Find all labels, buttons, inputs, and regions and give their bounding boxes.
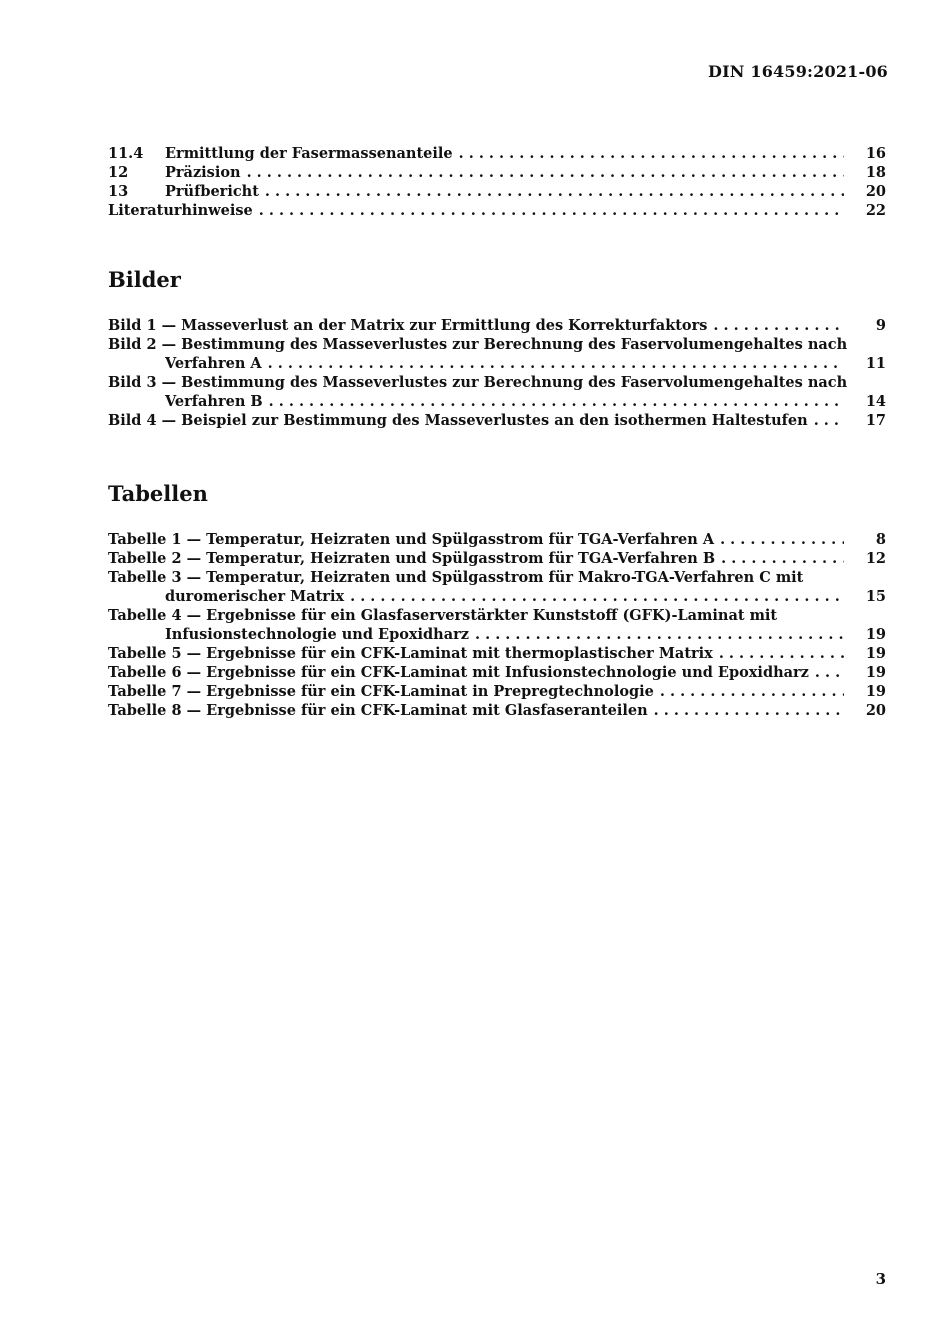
dot-leader	[269, 392, 844, 411]
table-entry-page: 15	[865, 588, 886, 605]
dot-leader	[721, 549, 844, 568]
table-entry[interactable]	[108, 530, 886, 549]
figure-entry-title-cont: Verfahren A	[165, 355, 262, 372]
table-entry[interactable]	[108, 587, 886, 606]
figure-entry-page: 11	[865, 355, 886, 372]
section-heading-tabellen: Tabellen	[108, 481, 208, 506]
figure-entry-page: 9	[875, 317, 886, 334]
toc-entry-page: 16	[865, 145, 886, 162]
table-entry-title[interactable]: Tabelle 4 — Ergebnisse für ein Glasfaserverstärkter Kunststoff (GFK)-Laminat mit	[108, 607, 778, 624]
table-entry-title: Tabelle 6 — Ergebnisse für ein CFK-Laminat mit Infusionstechnologie und Epoxidharz	[108, 664, 809, 681]
page-number: 3	[875, 1270, 886, 1288]
table-entry[interactable]	[108, 644, 886, 663]
section-heading-bilder: Bilder	[108, 267, 181, 292]
dot-leader	[719, 644, 844, 663]
table-entry[interactable]	[108, 625, 886, 644]
dot-leader	[350, 587, 844, 606]
table-entry-page: 12	[865, 550, 886, 567]
toc-entry-page: 22	[865, 202, 886, 219]
table-entry-page: 19	[865, 683, 886, 700]
list-of-figures	[108, 316, 886, 430]
toc-entry-title: Präzision	[165, 164, 241, 181]
dot-leader	[660, 682, 844, 701]
toc-entry-title: Ermittlung der Fasermassenanteile	[165, 145, 453, 162]
dot-leader	[815, 663, 844, 682]
dot-leader	[814, 411, 844, 430]
figure-entry-title-cont: Verfahren B	[165, 393, 263, 410]
toc-entry-number: 12	[108, 164, 129, 181]
dot-leader	[720, 530, 844, 549]
toc-main	[108, 144, 886, 220]
table-entry-page: 20	[865, 702, 886, 719]
table-entry[interactable]	[108, 701, 886, 720]
table-entry[interactable]	[108, 549, 886, 568]
table-entry-title-cont: Infusionstechnologie und Epoxidharz	[165, 626, 469, 643]
dot-leader	[475, 625, 844, 644]
toc-entry-page: 18	[865, 164, 886, 181]
dot-leader	[459, 144, 844, 163]
list-of-tables	[108, 530, 886, 720]
table-entry-page: 19	[865, 645, 886, 662]
dot-leader	[654, 701, 844, 720]
toc-entry-number: 13	[108, 183, 129, 200]
figure-entry-page: 14	[865, 393, 886, 410]
dot-leader	[265, 182, 844, 201]
figure-entry-title: Bild 1 — Masseverlust an der Matrix zur Ermittlung des Korrekturfaktors	[108, 317, 708, 334]
figure-entry-page: 17	[865, 412, 886, 429]
table-entry-page: 8	[875, 531, 886, 548]
figure-entry[interactable]	[108, 316, 886, 335]
table-entry-title: Tabelle 5 — Ergebnisse für ein CFK-Laminat mit thermoplastischer Matrix	[108, 645, 713, 662]
dot-leader	[247, 163, 844, 182]
document-id: DIN 16459:2021-06	[708, 62, 888, 81]
table-entry-page: 19	[865, 664, 886, 681]
figure-entry-title: Bild 4 — Beispiel zur Bestimmung des Masseverlustes an den isothermen Haltestufen	[108, 412, 808, 429]
toc-entry[interactable]	[108, 163, 886, 182]
table-entry[interactable]	[108, 682, 886, 701]
figure-entry[interactable]	[108, 354, 886, 373]
toc-entry-title: Literaturhinweise	[108, 202, 253, 219]
table-entry[interactable]	[108, 663, 886, 682]
table-entry-title: Tabelle 1 — Temperatur, Heizraten und Spülgasstrom für TGA-Verfahren A	[108, 531, 715, 548]
toc-entry-number: 11.4	[108, 145, 144, 162]
figure-entry-title[interactable]: Bild 3 — Bestimmung des Masseverlustes zur Berechnung des Faservolumengehaltes nach	[108, 374, 848, 391]
toc-entry[interactable]	[108, 201, 886, 220]
figure-entry-title[interactable]: Bild 2 — Bestimmung des Masseverlustes zur Berechnung des Faservolumengehaltes nach	[108, 336, 848, 353]
toc-entry-page: 20	[865, 183, 886, 200]
table-entry-page: 19	[865, 626, 886, 643]
table-entry-title[interactable]: Tabelle 3 — Temperatur, Heizraten und Spülgasstrom für Makro-TGA-Verfahren C mit	[108, 569, 804, 586]
dot-leader	[713, 316, 844, 335]
figure-entry[interactable]	[108, 392, 886, 411]
toc-entry[interactable]	[108, 144, 886, 163]
toc-entry-title: Prüfbericht	[165, 183, 259, 200]
table-entry-title: Tabelle 7 — Ergebnisse für ein CFK-Laminat in Prepregtechnologie	[108, 683, 654, 700]
dot-leader	[268, 354, 844, 373]
table-entry-title: Tabelle 8 — Ergebnisse für ein CFK-Laminat mit Glasfaseranteilen	[108, 702, 648, 719]
toc-entry[interactable]	[108, 182, 886, 201]
dot-leader	[259, 201, 844, 220]
table-entry-title-cont: duromerischer Matrix	[165, 588, 345, 605]
figure-entry[interactable]	[108, 411, 886, 430]
table-entry-title: Tabelle 2 — Temperatur, Heizraten und Spülgasstrom für TGA-Verfahren B	[108, 550, 716, 567]
